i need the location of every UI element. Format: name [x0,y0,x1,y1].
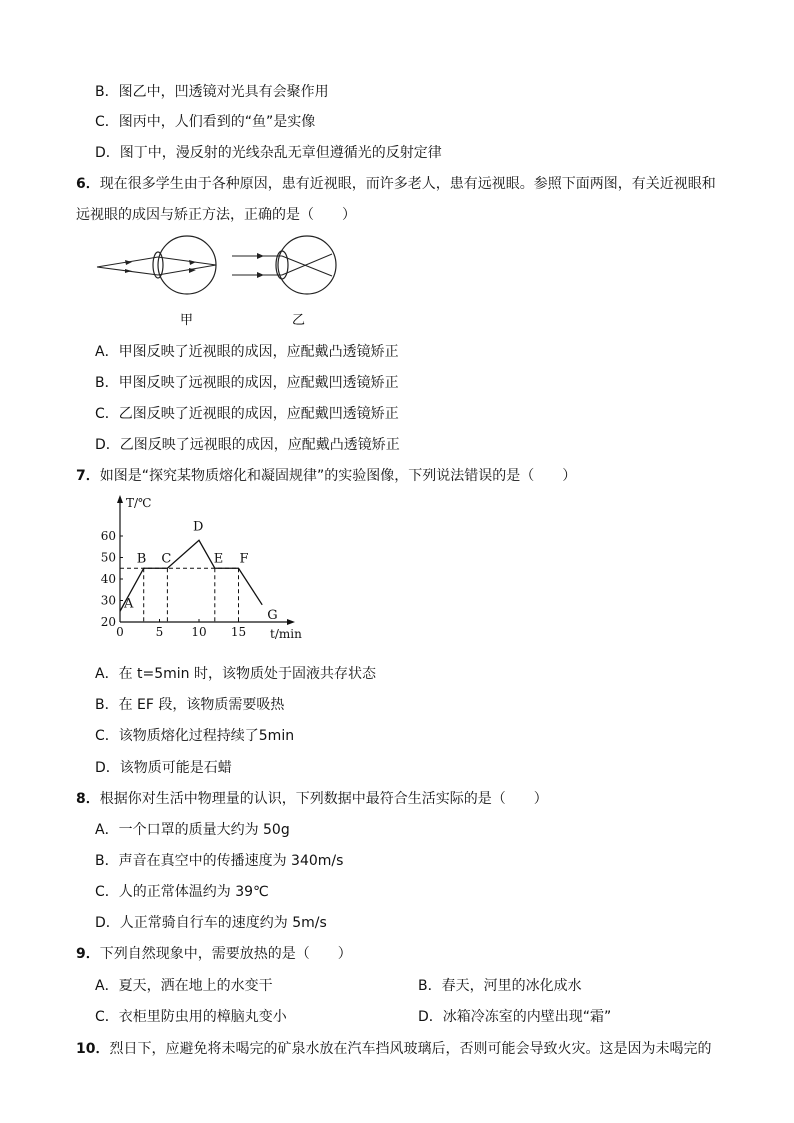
q6-option-c: C．乙图反映了近视眼的成因，应配戴凹透镜矫正 [95,406,399,422]
point-label: E [213,551,224,567]
q5-option-d: D．图丁中，漫反射的光线杂乱无章但遵循光的反射定律 [95,145,442,161]
point-label: F [239,551,249,567]
eye-diagram [92,232,352,332]
q9-stem-text: 下列自然现象中，需要放热的是（ ） [99,946,352,962]
q6-stem-text: 现在很多学生由于各种原因，患有近视眼，而许多老人，患有远视眼。参照下面两图，有关近视眼和 [99,176,716,192]
q9-option-b: B．春天，河里的冰化成水 [418,978,582,994]
q10-stem-text: 烈日下，应避免将未喝完的矿泉水放在汽车挡风玻璃后，否则可能会导致火灾。这是因为未喝完的 [109,1041,712,1057]
q6-stem-line2: 远视眼的成因与矫正方法，正确的是（ ） [76,207,356,223]
eye-diagram-left-label: 甲 [180,313,194,328]
x-axis-label: t/min [270,627,302,641]
eye-diagram-right [232,236,336,294]
point-label: B [136,551,147,567]
y-axis-label: T/℃ [126,496,152,510]
eye-diagram-left [97,236,216,294]
q7-stem-line [76,466,576,486]
y-tick-label: 40 [100,572,116,586]
q9-option-a: A．夏天，洒在地上的水变干 [95,978,273,994]
q6-number: 6． [76,176,100,192]
x-axis-arrow [287,619,295,625]
q6-option-d: D．乙图反映了远视眼的成因，应配戴凸透镜矫正 [95,437,400,453]
q8-stem-text: 根据你对生活中物理量的认识，下列数据中最符合生活实际的是（ ） [99,791,548,807]
q7-option-b: B．在 EF 段，该物质需要吸热 [95,697,285,713]
q5-option-c: C．图丙中，人们看到的“鱼”是实像 [95,114,316,130]
q7-number: 7． [76,468,100,484]
q9-option-c: C．衣柜里防虫用的樟脑丸变小 [95,1009,287,1025]
q10-stem-line [76,1039,711,1059]
y-tick-label: 50 [100,550,116,565]
point-label: G [267,607,278,623]
q6-stem-line1 [76,174,716,194]
q9-stem-line [76,944,352,964]
x-tick-label: 5 [155,625,164,639]
q8-option-d: D．人正常骑自行车的速度约为 5m/s [95,915,327,931]
y-axis-arrow [117,495,123,503]
eye-diagram-right-label: 乙 [292,313,306,328]
q8-number: 8． [76,791,100,807]
q7-option-a: A．在 t=5min 时，该物质处于固液共存状态 [95,666,377,682]
x-tick-label: 0 [116,625,124,639]
point-label: D [193,519,204,535]
q8-stem-line [76,789,548,809]
q7-option-c: C．该物质熔化过程持续了5min [95,728,295,744]
x-tick-label: 10 [191,625,207,639]
q6-option-a: A．甲图反映了近视眼的成因，应配戴凸透镜矫正 [95,344,399,360]
q10-number: 10． [76,1041,110,1057]
y-tick-label: 20 [100,615,116,629]
point-label: A [124,596,134,612]
q9-option-d: D．冰箱冷冻室的内壁出现“霜” [418,1009,612,1025]
y-tick-label: 60 [100,529,116,543]
q7-option-d: D．该物质可能是石蜡 [95,760,232,776]
q9-number: 9． [76,946,100,962]
q6-option-b: B．甲图反映了远视眼的成因，应配戴凹透镜矫正 [95,375,399,391]
point-label: C [161,551,172,567]
x-tick-label: 15 [230,625,247,639]
q8-option-c: C．人的正常体温约为 39℃ [95,884,269,900]
q8-option-b: B．声音在真空中的传播速度为 340m/s [95,853,344,869]
q5-option-b: B．图乙中，凹透镜对光具有会聚作用 [95,84,329,100]
q7-stem-text: 如图是“探究某物质熔化和凝固规律”的实验图像，下列说法错误的是（ ） [99,468,577,484]
y-tick-label: 30 [100,593,116,608]
temperature-time-chart [98,492,308,652]
q8-option-a: A．一个口罩的质量大约为 50g [95,822,290,838]
